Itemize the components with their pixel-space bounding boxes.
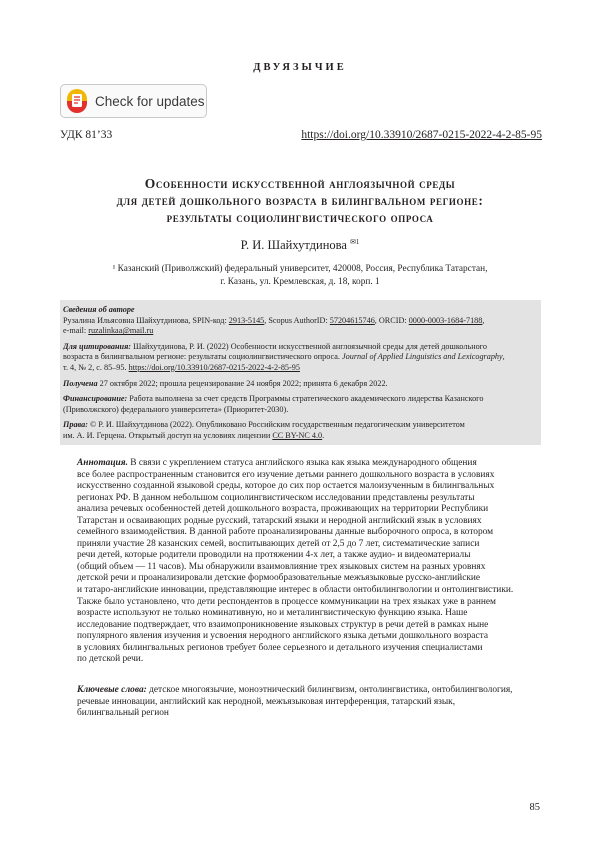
abstract-line: анализа речевых особенностей детей дошкольного возраста, проживающих на территории Республики (77, 504, 489, 515)
check-for-updates-button[interactable] (60, 84, 207, 118)
udk-code: УДК 81’33 (60, 129, 113, 141)
received-line: Получена 27 октября 2022; прошла рецензирование 24 ноября 2022; принята 6 декабря 2022. (63, 378, 388, 388)
citation-line: возраста в билингвальном регионе: результаты социолингвистического опроса. Journal of Applied Linguistics and Lexicography, (63, 352, 505, 362)
abstract-line: семейного взаимодействия. В данной работе проанализированы данные выборочного опроса, в котором (77, 527, 494, 538)
abstract-line: и татаро-английские инновации, представляющие интерес в области онтобилингвологии и онтолингвистики. (77, 585, 514, 596)
citation-line: т. 4, № 2, с. 85–95. https://doi.org/10.33910/2687-0215-2022-4-2-85-95 (63, 362, 300, 372)
keywords-line: речевые инновации, английский как неродной, межъязыковая интерференция, татарский язык, (77, 696, 456, 707)
abstract-line: Также было установлено, что дети респондентов в процессе коммуникации на трех языках уже в раннем (77, 596, 496, 607)
abstract-line: (общий объем — 11 часов). Мы обнаружили взаимовлияние трех языковых систем на разных уровнях (77, 561, 486, 572)
check-for-updates-label: Check for updates (95, 93, 205, 109)
affiliation-line: ¹ Казанский (Приволжский) федеральный университет, 420008, Россия, Республика Татарстан, (112, 264, 488, 274)
title-line: Особенности искусственной англоязычной среды (144, 176, 456, 191)
author-info-line: Рузалина Ильясовна Шайхутдинова, SPIN-код: 2913-5145, Scopus AuthorID: 57204615746, ORCID: 0000-0003-1684-7188, (63, 315, 485, 325)
email-link[interactable]: ruzalinkaa@mail.ru (88, 326, 154, 336)
page-number: 85 (529, 802, 540, 813)
article-info-box (60, 300, 541, 445)
author-email-line: e-mail: ruzalinkaa@mail.ru (63, 326, 154, 336)
abstract-line: искусственно созданной языковой среды, которое до сих пор остается малоизученным в билингвальных (77, 481, 495, 492)
abstract-line: по детской речи. (77, 654, 144, 665)
author-marks: ✉1 (350, 238, 360, 246)
citation-line: Для цитирования: Шайхутдинова, Р. И. (2022) Особенности искусственной англоязычной среды для детей дошкольного (63, 341, 487, 351)
title-line: для детей дошкольного возраста в билингвальном регионе: (116, 193, 484, 208)
section-label: ДВУЯЗЫЧИЕ (253, 62, 347, 73)
funding-line: Финансирование: Работа выполнена за счет средств Программы стратегического академического лидерства Казанского (63, 394, 484, 404)
abstract-line: исследование подтверждает, что взаимопроникновение языковых структур в речи детей в рамках ныне (77, 619, 489, 630)
keywords (77, 685, 527, 720)
abstract-line: все более распространенным становится его изучение детьми раннего дошкольного возраста в условиях (77, 469, 495, 480)
author-name: Р. И. Шайхутдинова (240, 238, 347, 253)
affiliation-line: г. Казань, ул. Кремлевская, д. 18, корп. 1 (220, 276, 380, 287)
article-title (40, 175, 560, 226)
affiliation (40, 263, 560, 288)
abstract-line: в условиях билингвальных регионов требует более серьезного и детального изучения специалистами (77, 642, 483, 653)
abstract-line: популярного явления изучения и усвоения неродного английского языка детьми дошкольного возраста (77, 631, 488, 642)
keywords-line: билингвальный регион (77, 708, 169, 719)
funding-line: (Приволжского) федерального университета» (Приоритет-2030). (63, 404, 289, 414)
abstract-line: Татарстан и осваивающих родные русский, татарский языки и неродной английский язык в условиях (77, 515, 482, 526)
rights-line: им. А. И. Герцена. Открытый доступ на условиях лицензии CC BY-NC 4.0. (63, 430, 325, 440)
rights-line: Права: © Р. И. Шайхутдинова (2022). Опубликовано Российским государственным педагогическим университетом (63, 420, 465, 430)
abstract-line: речи детей, которые родители проводили на протяжении 4-х лет, а также аудио- и видеоматериалы (77, 550, 471, 561)
author-info-heading: Сведения об авторе (63, 305, 135, 314)
keywords-label: Ключевые слова: (77, 685, 147, 695)
abstract-line: возрасте используют не только номинативную, но и металингвистическую функцию языка. Наше (77, 608, 468, 619)
orcid-link[interactable]: 0000-0003-1684-7188 (408, 315, 483, 325)
journal-name: Journal of Applied Linguistics and Lexicography (342, 352, 503, 362)
abstract-label: Аннотация. (77, 458, 128, 468)
keywords-line: Ключевые слова: детское многоязычие, моноэтнический билингвизм, онтолингвистика, онтобилингвология, (77, 685, 513, 695)
doi-link[interactable]: https://doi.org/10.33910/2687-0215-2022-4-2-85-95 (301, 129, 542, 141)
scopus-link[interactable]: 57204615746 (329, 315, 375, 325)
abstract (77, 458, 527, 666)
author-line (0, 238, 600, 253)
abstract-line: детской речи и проанализировали детские формообразовательные межъязыковые русско-английские (77, 573, 481, 584)
abstract-line: Аннотация. В связи с укреплением статуса английского языка как языка международного общения (77, 458, 477, 468)
title-line: результаты социолингвистического опроса (166, 210, 434, 225)
abstract-line: приняли участие 28 казанских семей, воспитывающих детей от 2,5 до 7 лет, систематические записи (77, 538, 480, 549)
abstract-line: регионах РФ. В данном небольшом социолингвистическом исследовании представлены результаты (77, 492, 475, 503)
citation-doi-link[interactable]: https://doi.org/10.33910/2687-0215-2022-4-2-85-95 (128, 362, 300, 372)
spin-link[interactable]: 2913-5145 (228, 315, 265, 325)
license-link[interactable]: CC BY-NC 4.0 (272, 430, 323, 440)
crossmark-icon (66, 88, 88, 114)
